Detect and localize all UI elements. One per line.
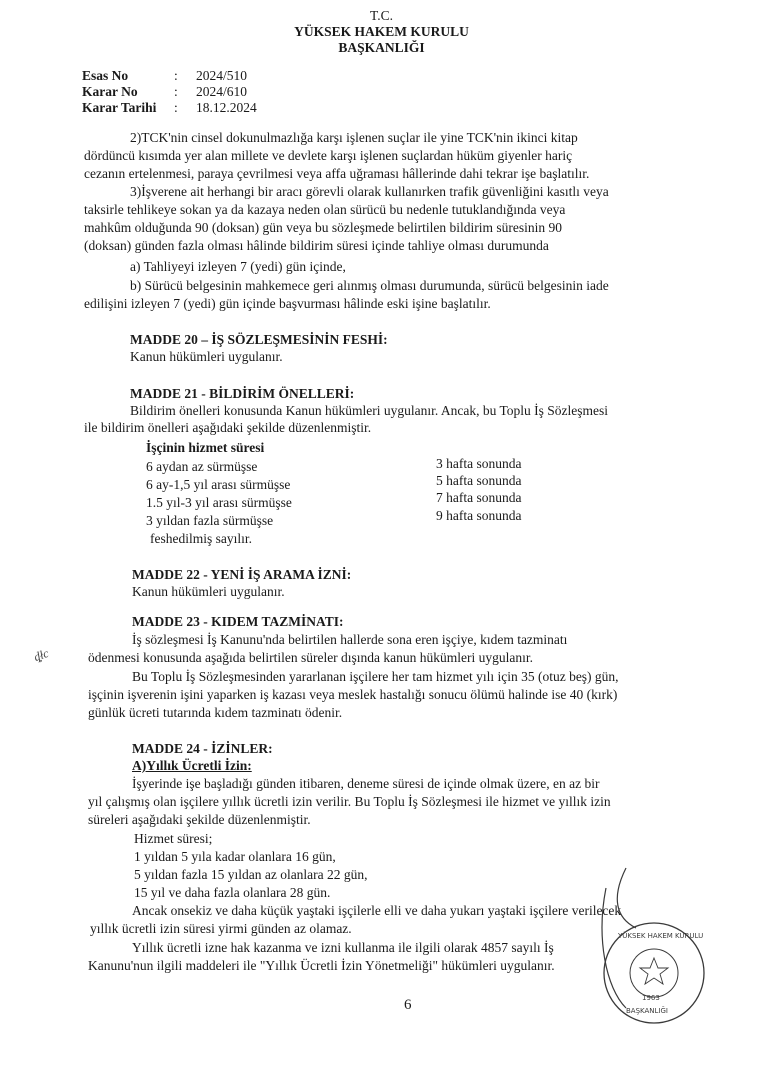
seal-stamp-icon	[596, 858, 706, 1028]
text-line: cezanın ertelenmesi, paraya çevrilmesi veya affa uğraması hâllerinde dahi tekrar işe başlatılır.	[84, 166, 590, 181]
meta-value: 2024/610	[196, 84, 248, 99]
text-line: yıllık ücretli izin süresi yirmi günden az olamaz.	[90, 921, 352, 936]
text-line: Bildirim önelleri konusunda Kanun hükümleri uygulanır. Ancak, bu Toplu İş Sözleşmesi	[130, 403, 608, 418]
table-cell: 3 hafta sonunda	[436, 456, 522, 471]
meta-separator: :	[174, 100, 178, 115]
document-header	[0, 8, 763, 56]
text-line: (doksan) günden fazla olması hâlinde bildirim süresi içinde tahliye olması durumunda	[84, 238, 549, 253]
meta-label: Karar No	[82, 84, 138, 99]
header-line-tc: T.C.	[370, 8, 393, 23]
table-cell: 5 hafta sonunda	[436, 473, 522, 488]
article-title-22: MADDE 22 - YENİ İŞ ARAMA İZNİ:	[132, 567, 352, 582]
meta-value: 18.12.2024	[196, 100, 257, 115]
text-line: 1 yıldan 5 yıla kadar olanlara 16 gün,	[134, 849, 336, 864]
text-line: 5 yıldan fazla 15 yıldan az olanlara 22 gün,	[134, 867, 368, 882]
text-line: Yıllık ücretli izne hak kazanma ve izni kullanma ile ilgili olarak 4857 sayılı İş	[132, 940, 554, 955]
text-line: 3)İşverene ait herhangi bir aracı görevli olarak kullanırken trafik güvenliğini kasıtlı veya	[130, 184, 609, 199]
text-line: feshedilmiş sayılır.	[150, 531, 252, 546]
meta-label: Esas No	[82, 68, 129, 83]
text-line: dördüncü kısımda yer alan millete ve devlete karşı işlenen suçlardan hüküm giyenler hariç	[84, 148, 573, 163]
article-title-20: MADDE 20 – İŞ SÖZLEŞMESİNİN FESHİ:	[130, 332, 388, 347]
text-line: yıl çalışmış olan işçilere yıllık ücretli izin verilir. Bu Toplu İş Sözleşmesi ile hizmet ve yıllık izin	[88, 794, 611, 809]
text-line: Kanun hükümleri uygulanır.	[132, 584, 285, 599]
table-cell: 9 hafta sonunda	[436, 508, 522, 523]
table-header: İşçinin hizmet süresi	[146, 440, 265, 455]
stamp-text-bottom: BAŞKANLIĞI	[626, 1007, 668, 1015]
article-title-23: MADDE 23 - KIDEM TAZMİNATI:	[132, 614, 344, 629]
page-number: 6	[404, 997, 412, 1013]
text-line: İşyerinde işe başladığı günden itibaren, deneme süresi de içinde olmak üzere, en az bir	[132, 776, 600, 791]
stamp-text-top: YÜKSEK HAKEM KURULU	[618, 932, 704, 940]
text-line: a) Tahliyeyi izleyen 7 (yedi) gün içinde,	[130, 259, 346, 274]
table-cell: 3 yıldan fazla sürmüşse	[146, 513, 274, 528]
article-title-24: MADDE 24 - İZİNLER:	[132, 741, 273, 756]
header-line-institution: YÜKSEK HAKEM KURULU	[294, 24, 469, 39]
margin-handwritten-initials: ȡłc	[31, 645, 51, 665]
meta-separator: :	[174, 84, 178, 99]
article-title-21: MADDE 21 - BİLDİRİM ÖNELLERİ:	[130, 386, 355, 401]
header-line-office: BAŞKANLIĞI	[338, 40, 425, 55]
meta-row-esas	[82, 68, 257, 84]
text-line: Ancak onsekiz ve daha küçük yaştaki işçilerle elli ve daha yukarı yaştaki işçilere verilecek	[132, 903, 622, 918]
meta-label: Karar Tarihi	[82, 100, 157, 115]
text-line: süreleri aşağıdaki şekilde düzenlenmiştir.	[88, 812, 311, 827]
text-line: Kanunu'nun ilgili maddeleri ile "Yıllık Ücretli İzin Yönetmeliği" hükümleri uygulanır.	[88, 958, 555, 973]
meta-row-karar	[82, 84, 257, 100]
text-line: işçinin işverenin işini yaparken iş kazası veya meslek hastalığı sonucu ölümü halinde ise 40 (kırk)	[88, 687, 618, 702]
text-line: 15 yıl ve daha fazla olanlara 28 gün.	[134, 885, 331, 900]
table-cell: 1.5 yıl-3 yıl arası sürmüşse	[146, 495, 292, 510]
meta-separator: :	[174, 68, 178, 83]
text-line: 2)TCK'nin cinsel dokunulmazlığa karşı işlenen suçlar ile yine TCK'nin ikinci kitap	[130, 130, 578, 145]
table-cell: 6 aydan az sürmüşse	[146, 459, 258, 474]
text-line: İş sözleşmesi İş Kanunu'nda belirtilen hallerde sona eren işçiye, kıdem tazminatı	[132, 632, 568, 647]
text-line: edilişini izleyen 7 (yedi) gün içinde başvurması hâlinde eski işine başlatılır.	[84, 296, 491, 311]
text-line: mahkûm olduğunda 90 (doksan) gün veya bu sözleşmede belirtilen bildirim süresinin 90	[84, 220, 563, 235]
text-line: ödenmesi konusunda aşağıda belirtilen süreler dışında kanun hükümleri uygulanır.	[88, 650, 534, 665]
text-line: b) Sürücü belgesinin mahkemece geri alınmış olması durumunda, sürücü belgesinin iade	[130, 278, 609, 293]
table-cell: 7 hafta sonunda	[436, 490, 522, 505]
stamp-year: 1963	[642, 994, 660, 1002]
text-line: Kanun hükümleri uygulanır.	[130, 349, 283, 364]
text-line: günlük ücreti tutarında kıdem tazminatı ödenir.	[88, 705, 343, 720]
text-line: taksirle tehlikeye sokan ya da kazaya neden olan sürücü bu nedenle tutuklandığında veya	[84, 202, 566, 217]
case-metadata	[82, 68, 257, 116]
meta-row-tarih	[82, 100, 257, 116]
table-cell: 6 ay-1,5 yıl arası sürmüşse	[146, 477, 291, 492]
meta-value: 2024/510	[196, 68, 248, 83]
text-line: Bu Toplu İş Sözleşmesinden yararlanan işçilere her tam hizmet yılı için 35 (otuz beş) gün,	[132, 669, 619, 684]
text-line: ile bildirim önelleri aşağıdaki şekilde düzenlenmiştir.	[84, 420, 372, 435]
subsection-title: A)Yıllık Ücretli İzin:	[132, 758, 252, 773]
text-line: Hizmet süresi;	[134, 831, 213, 846]
